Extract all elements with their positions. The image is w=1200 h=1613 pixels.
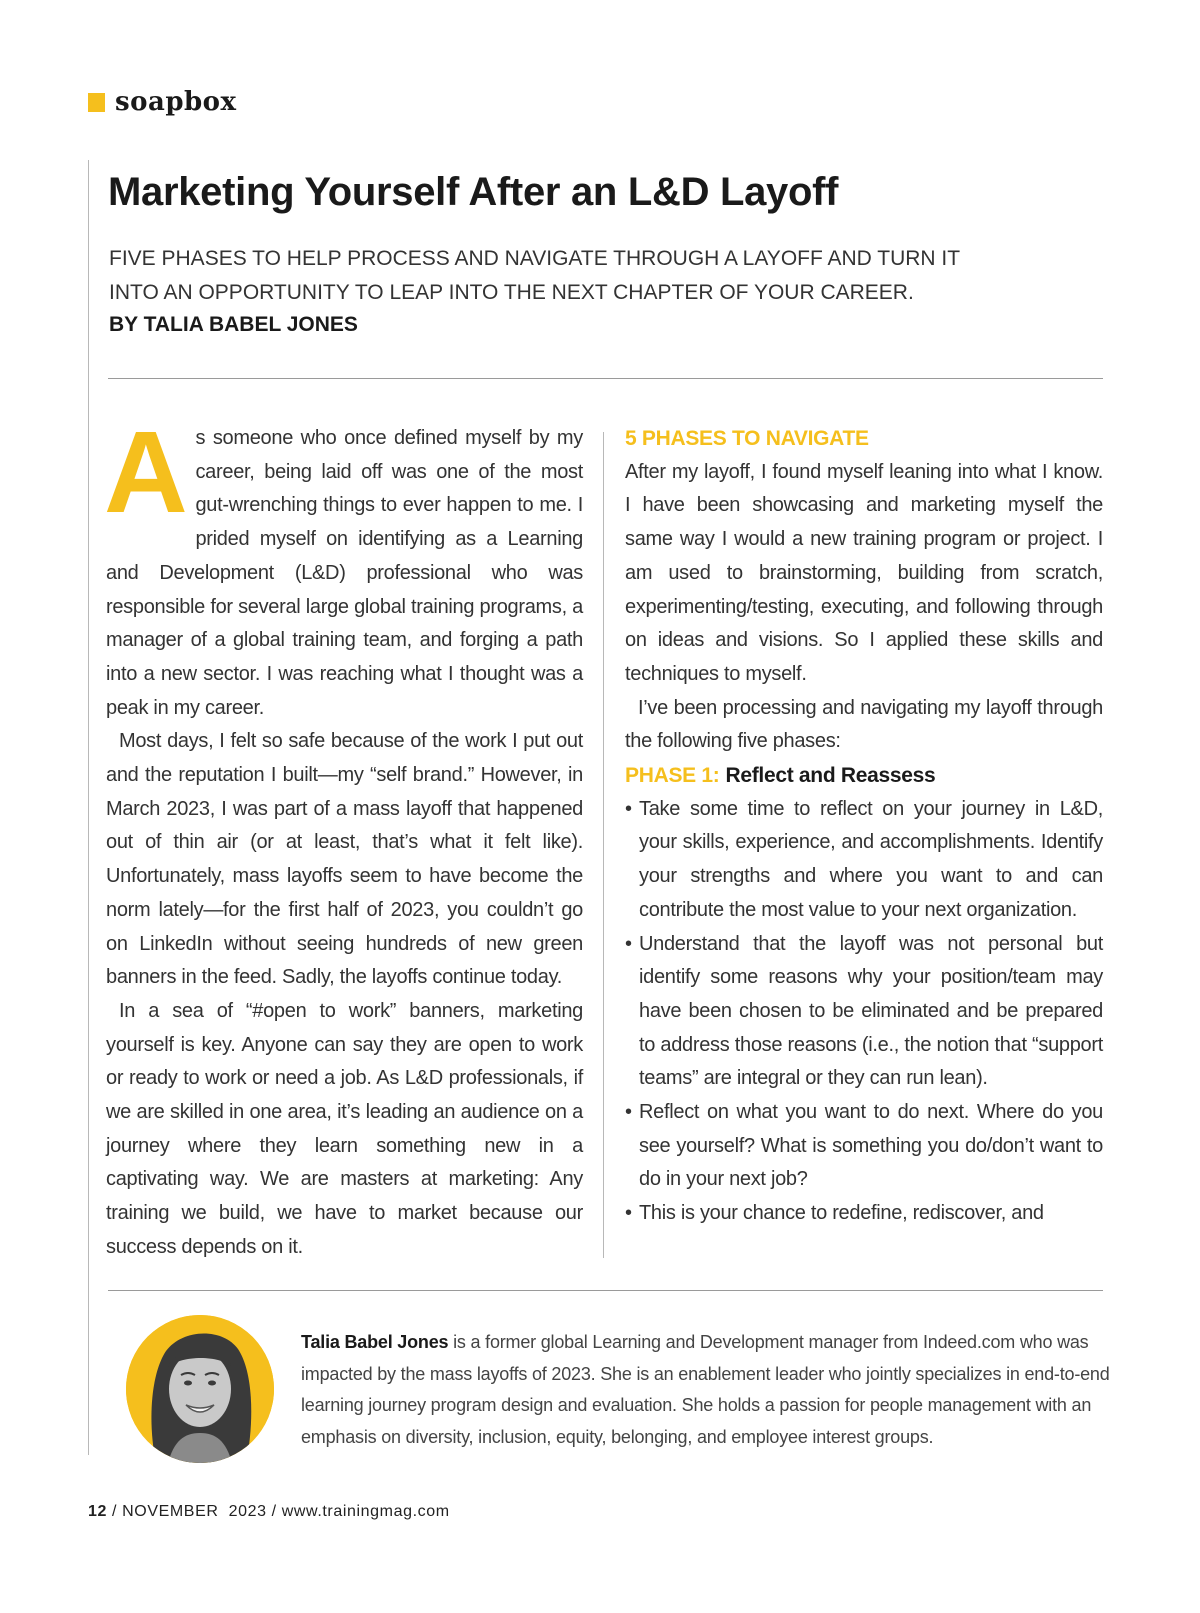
list-item [625,1096,1103,1197]
phase-bullet-list [625,793,1103,1231]
page-number: 12 [88,1503,107,1520]
header-divider [108,378,1103,379]
section-marker-square [88,93,105,112]
body-paragraph [104,407,583,725]
body-paragraph: In a sea of “#open to work” banners, marketing yourself is key. Anyone can say they are open to work or ready to work or need a job. As L&D professionals, if we are skilled in one area, it’s leading an audience on a journey where they learn something new in a captivating way. We are masters at marketing: Any training we build, we have to market because our success depends on it. [106,999,583,1258]
article-byline: BY TALIA BABEL JONES [109,313,358,336]
article-deck: FIVE PHASES TO HELP PROCESS AND NAVIGATE THROUGH A LAYOFF AND TURN IT INTO AN OPPORTUNITY TO LEAP INTO THE NEXT CHAPTER OF YOUR CAREER. [109,247,960,304]
list-item-text: This is your chance to redefine, rediscover, and [639,1202,1044,1225]
author-name: Talia Babel Jones [301,1332,449,1352]
website-url: www.trainingmag.com [281,1503,450,1520]
phase-heading [625,759,1103,793]
left-column [104,407,583,1265]
body-paragraph: After my layoff, I found myself leaning into what I know. I have been showcasing and marketing myself the same way I would a new training program or project. I am used to brainstorming, building from scratch, experimenting/testing, executing, and following through on ideas and visions. So I applied these skills and techniques to myself. [625,460,1103,685]
section-heading: 5 PHASES TO NAVIGATE [625,427,869,450]
list-item [625,793,1103,928]
right-column [625,422,1103,1231]
list-item [625,928,1103,1097]
list-item-text: Reflect on what you want to do next. Where do you see yourself? What is something you do/don’t want to do in your next job? [639,1101,1103,1191]
bullet-marker: • [625,797,632,820]
article-title: Marketing Yourself After an L&D Layoff [108,170,839,214]
bullet-marker: • [625,1101,632,1124]
author-bio [301,1327,1111,1453]
list-item-text: Take some time to reflect on your journey in L&D, your skills, experience, and accomplishments. Identify your strengths and where you want to and can contribute the most value to your next organization. [639,797,1103,921]
author-photo [126,1315,274,1463]
list-item [625,1197,1103,1231]
phase-number: PHASE 1: [625,764,720,788]
page-footer [88,1502,450,1522]
drop-cap: A [104,407,188,537]
issue-date: NOVEMBER 2023 [122,1503,267,1520]
left-vertical-rule [88,160,89,1455]
author-portrait-illustration [126,1315,274,1463]
author-bio-text: is a former global Learning and Development manager from Indeed.com who was impacted by the mass layoffs of 2023. She is an enablement leader who jointly specializes in end-to-end learning journey program design and evaluation. She holds a passion for people management with an emphasis on diversity, inclusion, equity, belonging, and employee interest groups. [301,1332,1110,1447]
column-divider [603,432,604,1258]
footer-separator: / [266,1503,282,1520]
bullet-marker: • [625,1202,632,1225]
phase-title: Reflect and Reassess [725,764,936,788]
body-paragraph: I’ve been processing and navigating my layoff through the following five phases: [625,696,1103,753]
section-tag [88,84,237,120]
list-item-text: Understand that the layoff was not personal but identify some reasons why your position/team may have been chosen to be eliminated and be prepared to address those reasons (i.e., the notion that “support teams” are integral or they can run lean). [639,932,1103,1090]
section-label: soapbox [115,87,237,117]
footer-separator: / [107,1503,123,1520]
paragraph-text: s someone who once defined myself by my career, being laid off was one of the most gut-wrenching things to ever happen to me. I prided myself on identifying as a Learning and Development (L&D) professional who was responsible for several large global training programs, a manager of a global training team, and forging a path into a new sector. I was reaching what I thought was a peak in my career. [106,427,583,719]
body-paragraph: Most days, I felt so safe because of the work I put out and the reputation I built—my “self brand.” However, in March 2023, I was part of a mass layoff that happened out of thin air (or at least, that’s what it felt like). Unfortunately, mass layoffs seem to have become the norm lately—for the first half of 2023, you couldn’t go on LinkedIn without seeing hundreds of new green banners in the feed. Sadly, the layoffs continue today. [106,730,583,989]
bullet-marker: • [625,932,632,955]
bio-divider [108,1290,1103,1291]
